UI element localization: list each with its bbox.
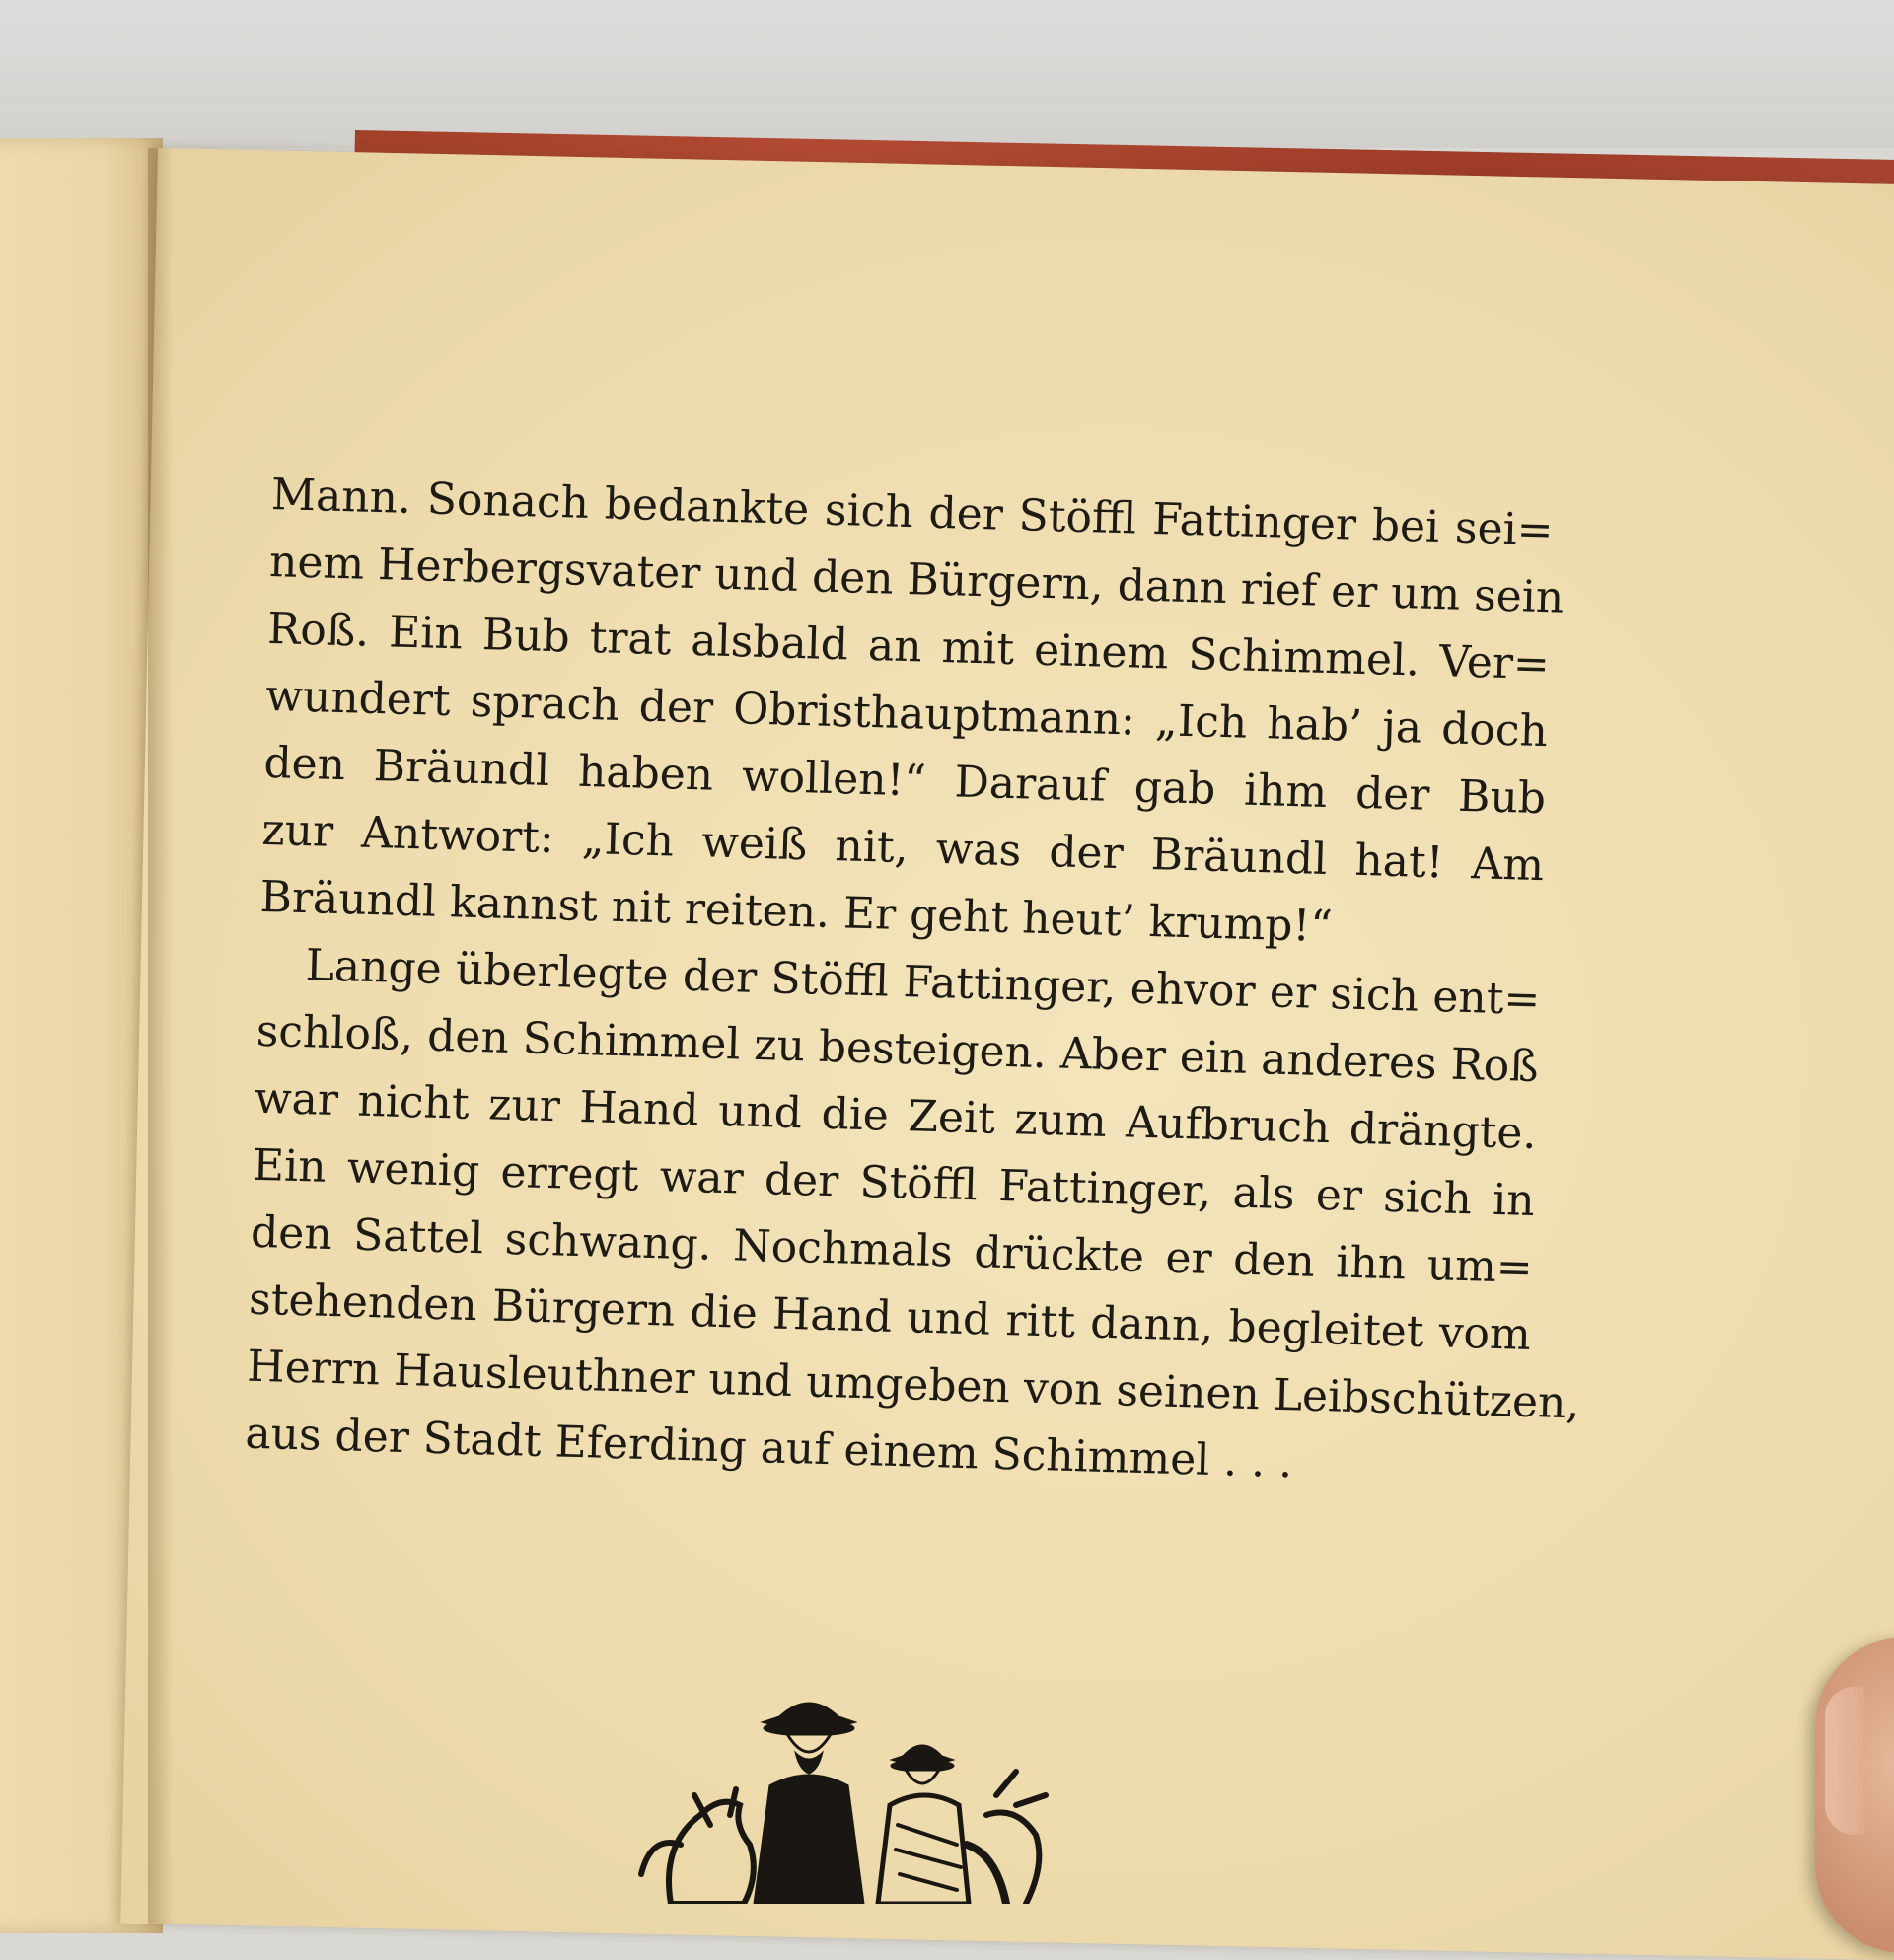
text-line: den Bräundl haben wollen!“ Darauf gab ihm der Bub	[262, 737, 1547, 825]
text-line: Bräundl kannst nit reiten. Er geht heut’ krump!“	[258, 871, 1334, 953]
text-line: schloß, den Schimmel zu besteigen. Aber ein anderes Roß	[255, 1005, 1540, 1093]
thumbnail-highlight	[1825, 1687, 1864, 1835]
text-line: Herrn Hausleuthner und umgeben von seinen Leibschützen,	[246, 1341, 1581, 1429]
text-line: wundert sprach der Obristhauptmann: „Ich hab’ ja doch	[264, 670, 1549, 758]
text-line: Ein wenig erregt war der Stöffl Fattinger, als er sich in	[252, 1139, 1536, 1227]
text-line: nem Herbergsvater und den Bürgern, dann rief er um sein	[268, 536, 1565, 623]
background-wall	[0, 0, 1894, 148]
text-line: Mann. Sonach bedankte sich der Stöffl Fattinger bei sei=	[270, 469, 1555, 556]
text-line: Roß. Ein Bub trat alsbald an mit einem Schimmel. Ver=	[266, 603, 1551, 690]
book-gutter	[148, 148, 174, 1924]
page-text	[244, 462, 1581, 1503]
text-line: zur Antwort: „Ich weiß nit, was der Bräundl hat! Am	[260, 804, 1545, 892]
text-line: war nicht zur Hand und die Zeit zum Aufbruch drängte.	[254, 1072, 1538, 1160]
text-line: stehenden Bürgern die Hand und ritt dann, begleitet vom	[248, 1273, 1532, 1360]
text-line: Lange überlegte der Stöffl Fattinger, ehvor er sich ent=	[305, 940, 1541, 1026]
text-line: den Sattel schwang. Nochmals drückte er den ihn um=	[250, 1206, 1534, 1293]
text-line: aus der Stadt Eferding auf einem Schimmel . . .	[244, 1408, 1293, 1488]
woodcut-riders-illustration	[612, 1677, 1065, 1904]
